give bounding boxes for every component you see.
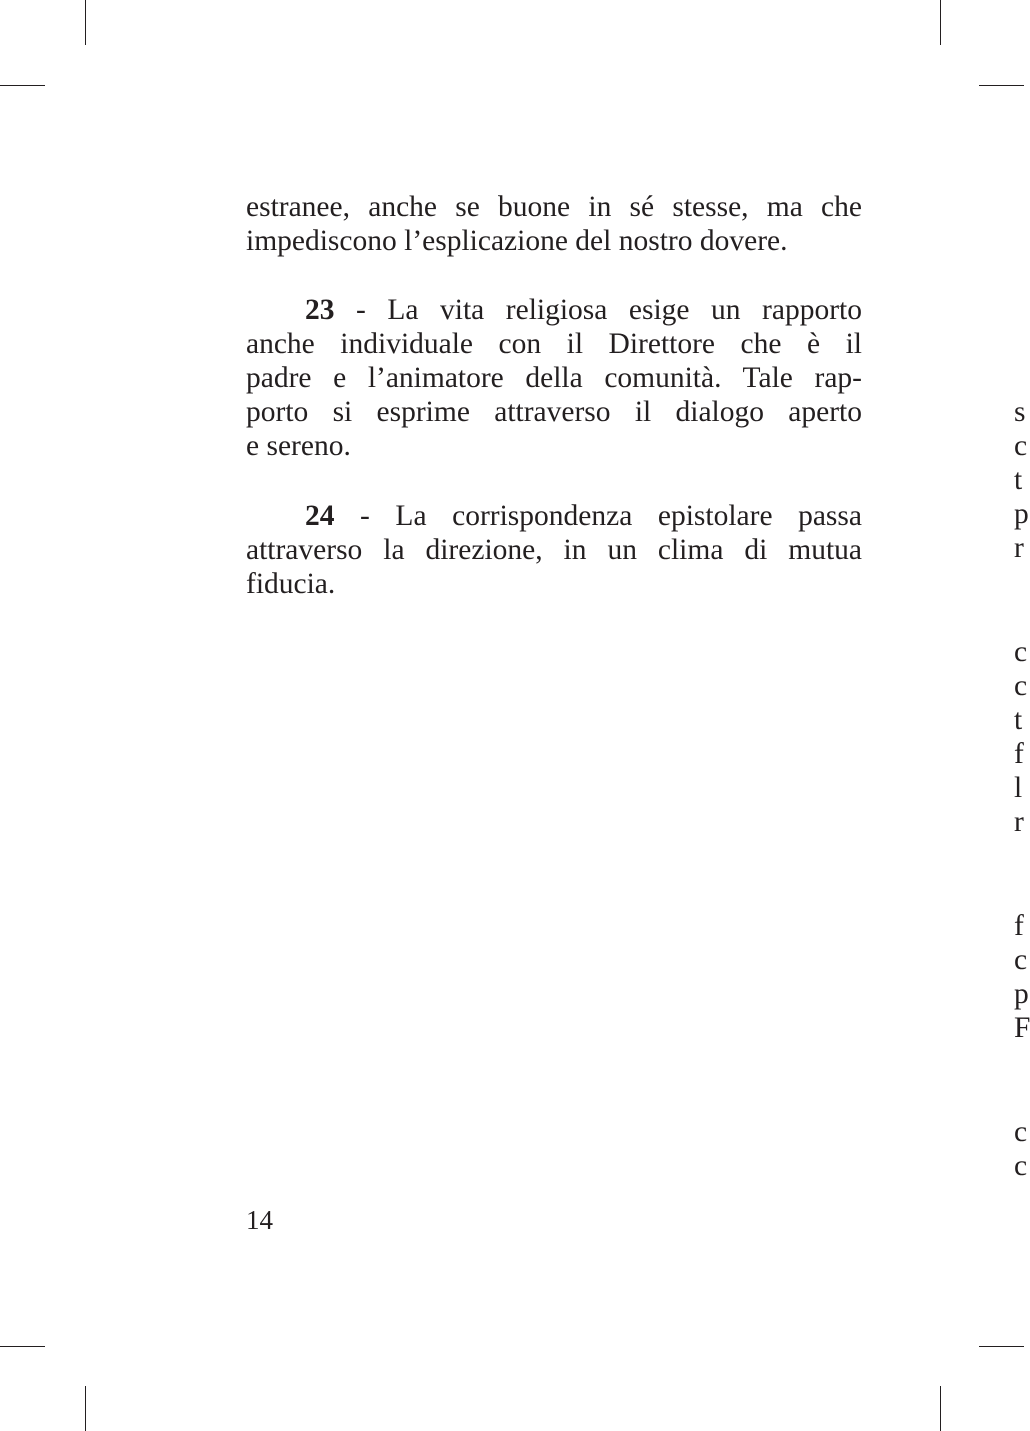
- text: - La corrispondenza epistolare passa: [334, 500, 862, 532]
- adjacent-page-letter: c: [1014, 1150, 1028, 1182]
- crop-mark: [940, 0, 941, 45]
- adjacent-page-letter: c: [1014, 430, 1028, 462]
- crop-mark: [85, 1386, 86, 1431]
- text: - La vita religiosa esige un rapporto: [334, 294, 862, 326]
- text-line: e sereno.: [246, 430, 351, 462]
- adjacent-page-letter: f: [1014, 910, 1024, 942]
- crop-mark: [85, 0, 86, 45]
- adjacent-page-letter: s: [1014, 396, 1026, 428]
- text-line: estranee, anche se buone in sé stesse, ma che: [246, 191, 862, 223]
- adjacent-page-letter: c: [1014, 670, 1028, 702]
- adjacent-page-letter: l: [1014, 772, 1023, 804]
- adjacent-page-letter: c: [1014, 1116, 1028, 1148]
- text-line: porto si esprime attraverso il dialogo aperto: [246, 396, 862, 428]
- crop-mark: [940, 1386, 941, 1431]
- article-23-first-line: [246, 293, 862, 327]
- adjacent-page-letter: c: [1014, 636, 1028, 668]
- text-line: attraverso la direzione, in un clima di mutua: [246, 534, 862, 566]
- adjacent-page-letter: t: [1014, 464, 1023, 496]
- article-number: 24: [305, 500, 335, 532]
- adjacent-page-letter: t: [1014, 704, 1023, 736]
- page-number: 14: [246, 1205, 273, 1235]
- text-line: padre e l’animatore della comunità. Tale rap-: [246, 362, 862, 394]
- adjacent-page-letter: F: [1014, 1012, 1030, 1044]
- adjacent-page-letter: p: [1014, 978, 1029, 1010]
- adjacent-page-letter: f: [1014, 738, 1024, 770]
- text-line: impediscono l’esplicazione del nostro dovere.: [246, 225, 788, 257]
- crop-mark: [0, 1346, 45, 1347]
- crop-mark: [0, 85, 45, 86]
- crop-mark: [979, 1346, 1024, 1347]
- text-line: fiducia.: [246, 568, 336, 600]
- adjacent-page-letter: r: [1014, 532, 1024, 564]
- article-number: 23: [305, 294, 335, 326]
- adjacent-page-letter: r: [1014, 806, 1024, 838]
- adjacent-page-letter: p: [1014, 498, 1029, 530]
- article-24-first-line: [246, 499, 862, 533]
- text-line: anche individuale con il Direttore che è il: [246, 328, 862, 360]
- adjacent-page-letter: c: [1014, 944, 1028, 976]
- crop-mark: [979, 85, 1024, 86]
